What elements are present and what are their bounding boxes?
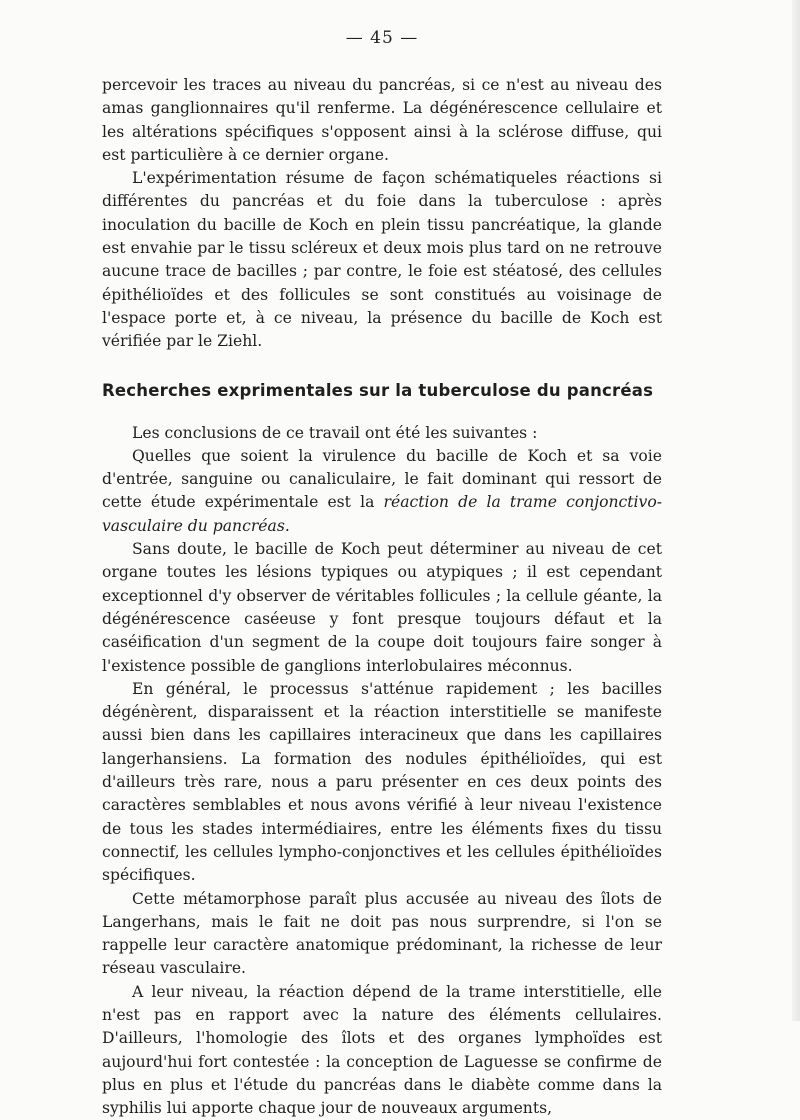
paragraph-6: En général, le processus s'atténue rapidement ; les bacilles dégénèrent, disparaissent et la réaction interstitielle se manifeste aussi bien dans les capillaires interacineux que dans les capillaires langerhansiens. La formation des nodules épithélioïdes, qui est d'ailleurs très rare, nous a paru présenter en ces deux points des caractères semblables et nous avons vérifié à leur niveau l'existence de tous les stades intermédiaires, entre les éléments fixes du tissu connectif, les cellules lympho-conjonctives et les cellules épithélioïdes spécifiques. — [102, 679, 662, 885]
paragraph-4-text: Quelles que soient la virulence du bacille de Koch et sa voie d'entrée, sanguine ou canaliculaire, le fait dominant qui ressort de cette étude expérimentale est la — [102, 446, 662, 512]
scan-edge — [792, 0, 800, 1021]
paragraph-2: L'expérimentation résume de façon schématiqueles réactions si différentes du pancréas et du foie dans la tuberculose : après inoculation du bacille de Koch en plein tissu pancréatique, la glande est envahie par le tissu scléreux et deux mois plus tard on ne retrouve aucune trace de bacilles ; par contre, le foie est stéatosé, des cellules épithélioïdes et des follicules se sont constitués au voisinage de l'espace porte et, à ce niveau, la présence du bacille de Koch est vérifiée par le Ziehl. — [102, 169, 662, 351]
paragraph-4-emphasis: réaction de la trame conjonctivo-vasculaire du pancréas — [102, 493, 662, 535]
paragraph-3: Les conclusions de ce travail ont été les suivantes : — [132, 423, 538, 442]
page-number: — 45 — — [345, 28, 419, 48]
document-page — [102, 28, 662, 1120]
paragraph-4-end: . — [284, 516, 290, 535]
paragraph-5: Sans doute, le bacille de Koch peut déterminer au niveau de cet organe toutes les lésions typiques ou atypiques ; il est cependant exceptionnel d'y observer de véritables follicules ; la cellule géante, la dégénérescence caséeuse y font presque toujours défaut et la caséification d'un segment de la coupe doit toujours faire songer à l'existence possible de ganglions interlobulaires méconnus. — [102, 540, 662, 675]
paragraph-4 — [102, 445, 662, 538]
paragraph-7: Cette métamorphose paraît plus accusée au niveau des îlots de Langerhans, mais le fait ne doit pas nous surprendre, si l'on se rappelle leur caractère anatomique prédominant, la richesse de leur réseau vasculaire. — [102, 889, 662, 978]
section-heading: Recherches exprimentales sur la tuberculose du pancréas — [102, 380, 654, 400]
paragraph-8: A leur niveau, la réaction dépend de la trame interstitielle, elle n'est pas en rapport avec la nature des éléments cellulaires. D'ailleurs, l'homologie des îlots et des organes lymphoïdes est aujourd'hui fort contestée : la conception de Laguesse se confirme de plus en plus et l'étude du pancréas dans le diabète comme dans la syphilis lui apporte chaque jour de nouveaux arguments, — [102, 982, 662, 1118]
paragraph-1: percevoir les traces au niveau du pancréas, si ce n'est au niveau des amas ganglionnaires qu'il renferme. La dégénérescence cellulaire et les altérations spécifiques s'opposent ainsi à la sclérose diffuse, qui est particulière à ce dernier organe. — [102, 76, 662, 164]
